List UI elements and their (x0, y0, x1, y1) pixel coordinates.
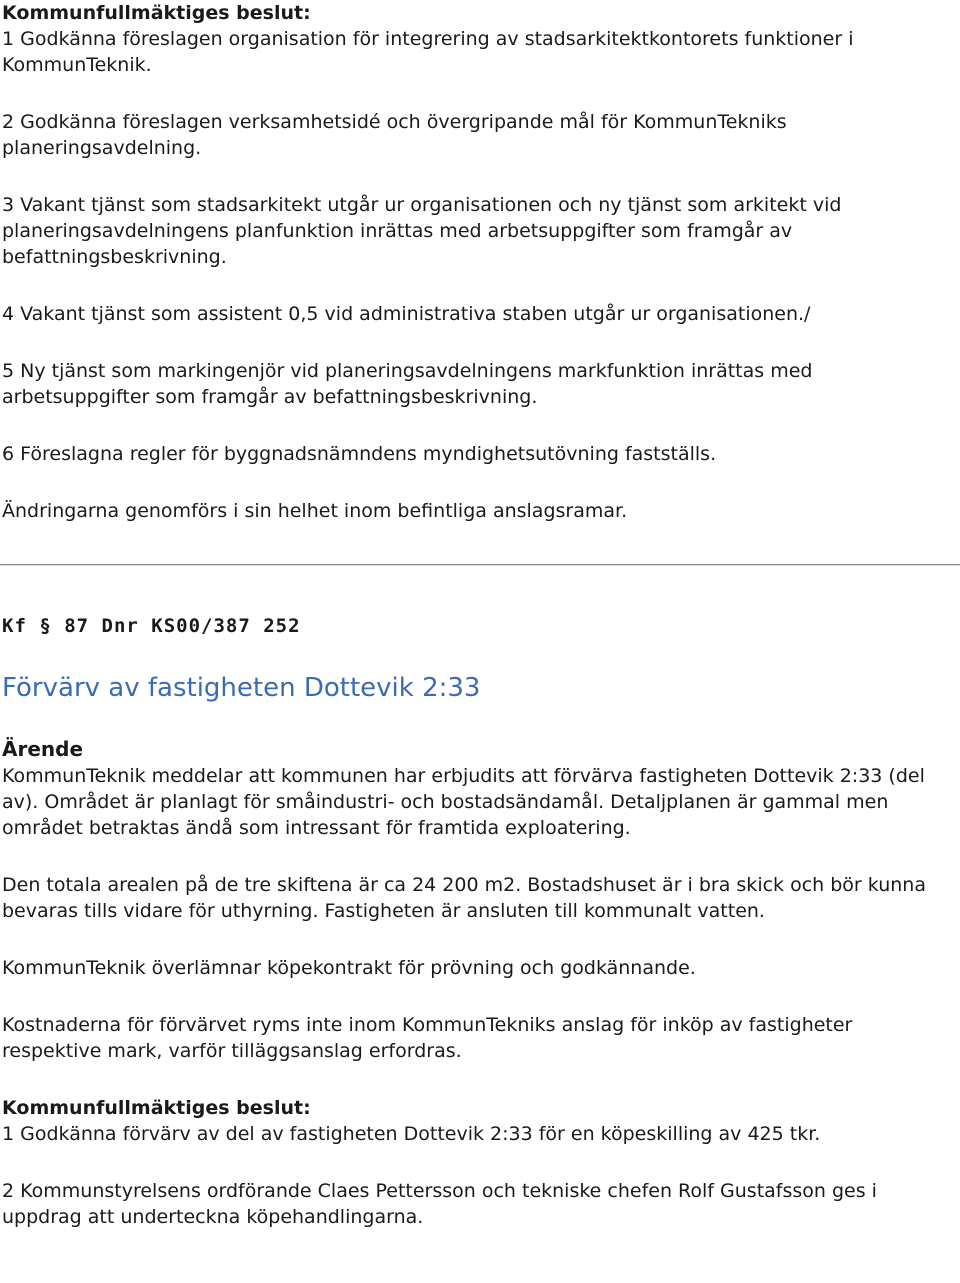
decision-item-4: 4 Vakant tjänst som assistent 0,5 vid administrativa staben utgår ur organisationen./ (2, 303, 811, 325)
case-paragraph-3: KommunTeknik överlämnar köpekontrakt för prövning och godkännande. (2, 957, 696, 979)
case-paragraph-1: KommunTeknik meddelar att kommunen har erbjudits att förvärva fastigheten Dottevik 2:33 (del av). Området är planlagt för småindustri- och bostadsändamål. Detaljplanen är gammal men området betraktas ändå som intressant för framtida exploatering. (2, 765, 925, 839)
case-decision-item-1: 1 Godkänna förvärv av del av fastigheten Dottevik 2:33 för en köpeskilling av 425 tkr. (2, 1123, 821, 1145)
decision-note: Ändringarna genomförs i sin helhet inom befintliga anslagsramar. (2, 500, 628, 522)
case-decision-item-2: 2 Kommunstyrelsens ordförande Claes Pettersson och tekniske chefen Rolf Gustafsson ges i uppdrag att underteckna köpehandlingarna. (2, 1180, 877, 1228)
section-divider (0, 564, 960, 566)
case-decision-heading: Kommunfullmäktiges beslut: (2, 1097, 311, 1119)
decision-item-3: 3 Vakant tjänst som stadsarkitekt utgår ur organisationen och ny tjänst som arkitekt vid planeringsavdelningens planfunktion inrättas med arbetsuppgifter som framgår av befattningsbeskrivning. (2, 194, 842, 268)
decision-item-2: 2 Godkänna föreslagen verksamhetsidé och övergripande mål för KommunTekniks planeringsavdelning. (2, 111, 787, 159)
case-section (2, 735, 952, 1230)
case-paragraph-2: Den totala arealen på de tre skiftena är ca 24 200 m2. Bostadshuset är i bra skick och bör kunna bevaras tills vidare för uthyrning. Fastigheten är ansluten till kommunalt vatten. (2, 874, 926, 922)
case-reference: Kf § 87 Dnr KS00/387 252 (2, 615, 301, 637)
decision-item-1: 1 Godkänna föreslagen organisation för integrering av stadsarkitektkontorets funktioner i KommunTeknik. (2, 28, 854, 76)
case-paragraph-4: Kostnaderna för förvärvet ryms inte inom KommunTekniks anslag för inköp av fastigheter respektive mark, varför tilläggsanslag erfordras. (2, 1014, 853, 1062)
decision-item-6: 6 Föreslagna regler för byggnadsnämndens myndighetsutövning fastställs. (2, 443, 717, 465)
decision-item-5: 5 Ny tjänst som markingenjör vid planeringsavdelningens markfunktion inrättas med arbetsuppgifter som framgår av befattningsbeskrivning. (2, 360, 813, 408)
previous-decision-section (2, 0, 952, 524)
case-title: Förvärv av fastigheten Dottevik 2:33 (2, 673, 481, 703)
case-subheading: Ärende (2, 737, 84, 761)
decision-heading: Kommunfullmäktiges beslut: (2, 2, 311, 24)
